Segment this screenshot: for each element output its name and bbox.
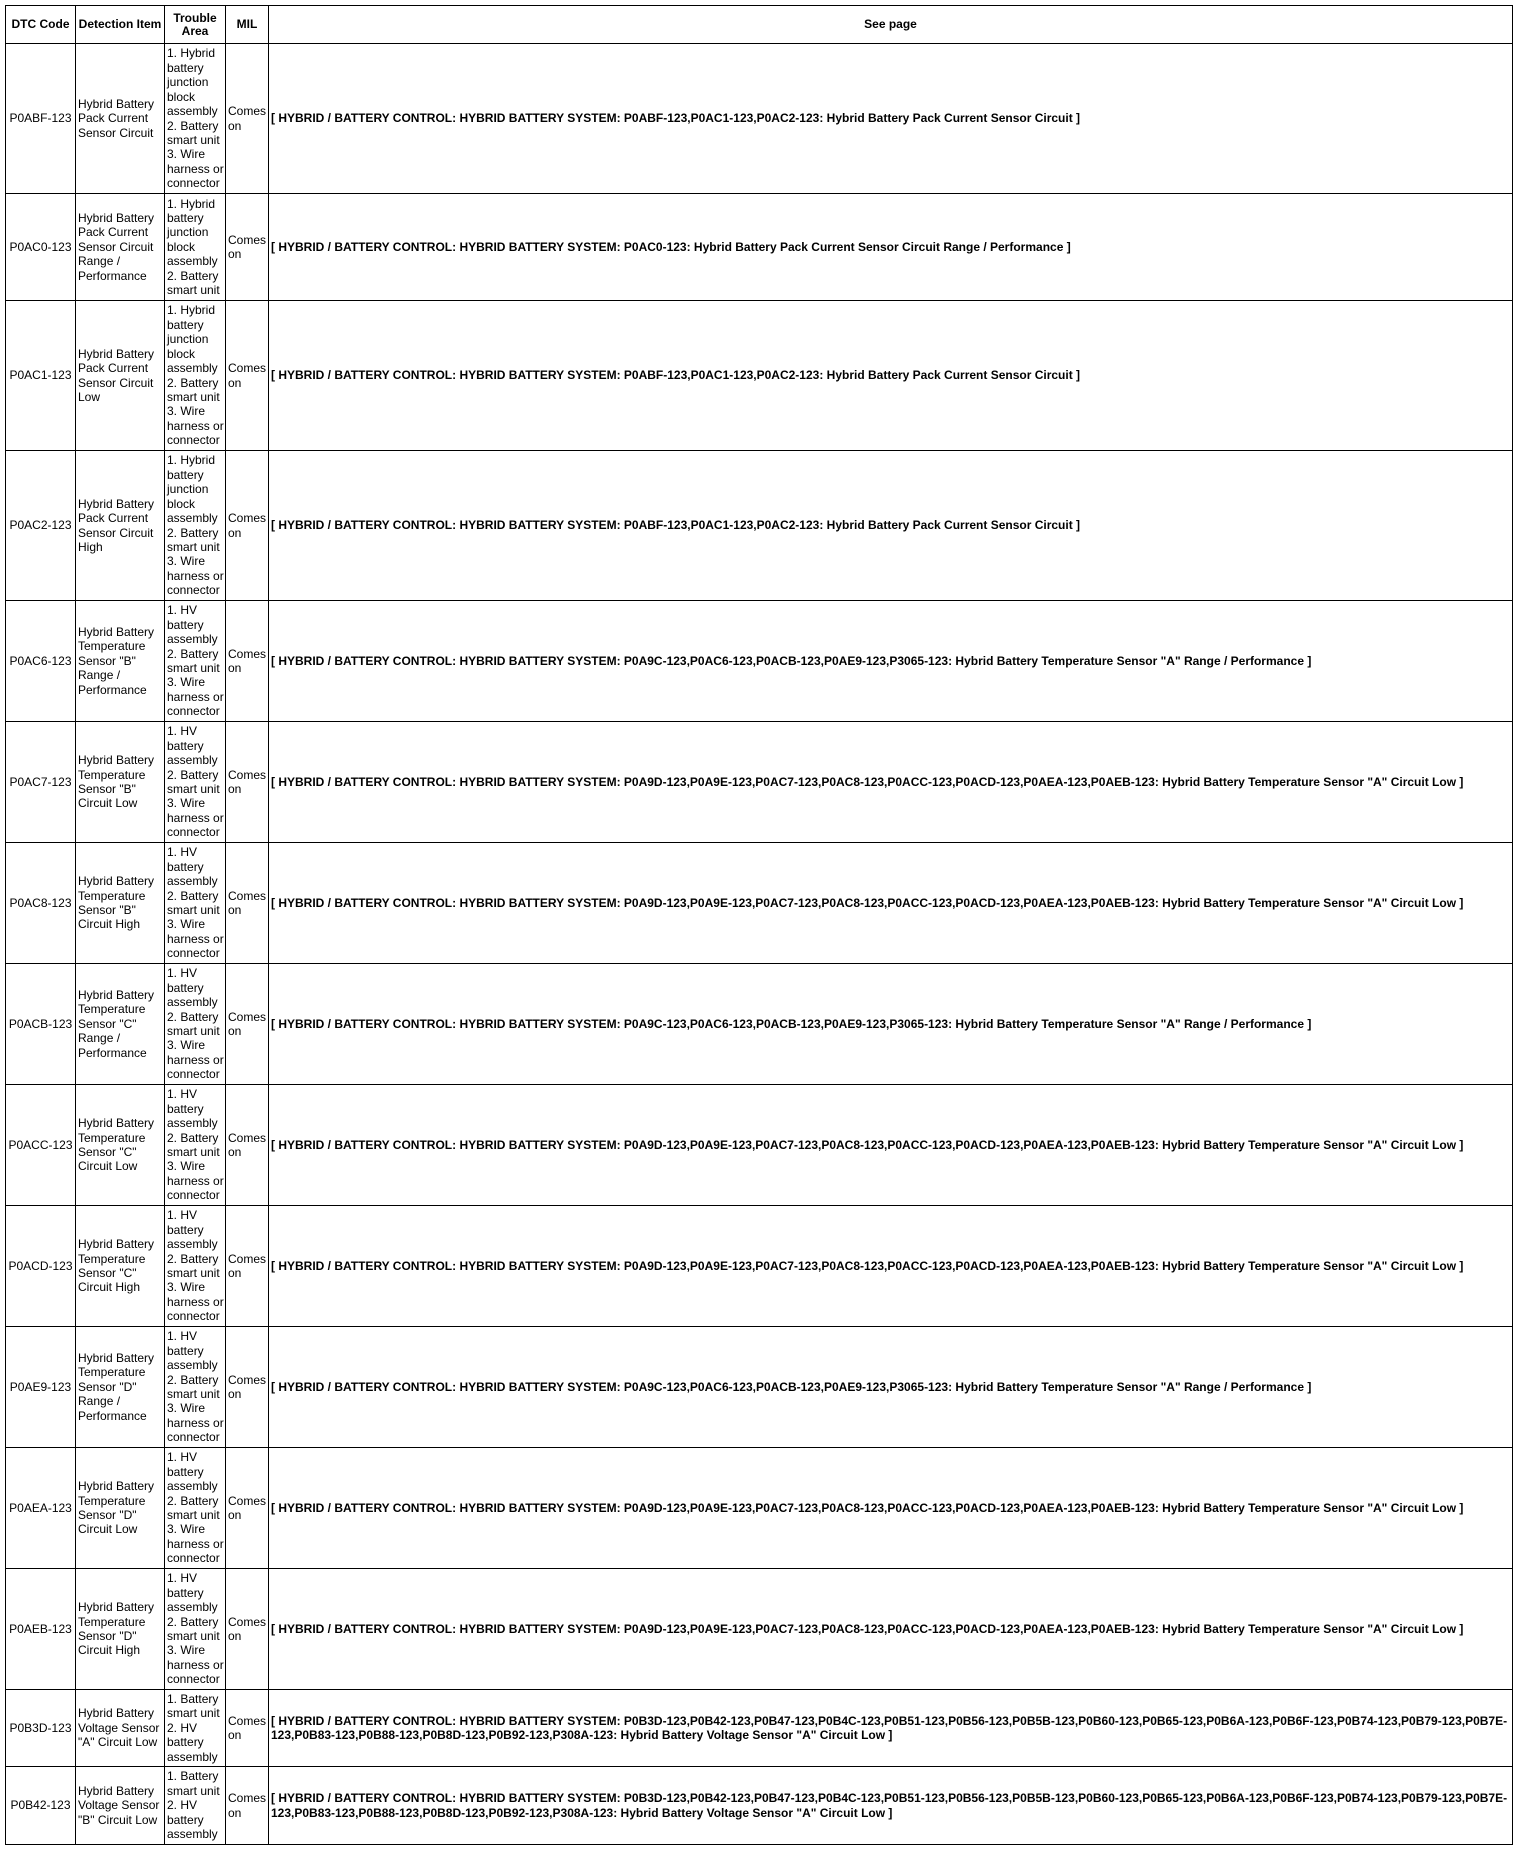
dtc-code-cell: P0AEB-123 xyxy=(6,1569,76,1690)
dtc-code-cell: P0AEA-123 xyxy=(6,1448,76,1569)
trouble-area-cell: 1. HV battery assembly 2. Battery smart unit 3. Wire harness or connector xyxy=(165,1206,226,1327)
header-trouble-area: Trouble Area xyxy=(165,6,226,44)
see-page-link[interactable]: [ HYBRID / BATTERY CONTROL: HYBRID BATTERY SYSTEM: P0A9C-123,P0AC6-123,P0ACB-123,P0AE9-123,P3065-123: Hybrid Battery Temperature Sensor "A" Range / Performance ] xyxy=(269,601,1513,722)
mil-cell: Comes on xyxy=(226,301,269,451)
trouble-area-cell: 1. HV battery assembly 2. Battery smart unit 3. Wire harness or connector xyxy=(165,843,226,964)
mil-cell: Comes on xyxy=(226,722,269,843)
detection-item-cell: Hybrid Battery Voltage Sensor "A" Circuit Low xyxy=(76,1690,165,1767)
see-page-link[interactable]: [ HYBRID / BATTERY CONTROL: HYBRID BATTERY SYSTEM: P0B3D-123,P0B42-123,P0B47-123,P0B4C-123,P0B51-123,P0B56-123,P0B5B-123,P0B60-123,P0B65-123,P0B6A-123,P0B6F-123,P0B74-123,P0B79-123,P0B7E-123,P0B83-123,P0B88-123,P0B8D-123,P0B92-123,P308A-123: Hybrid Battery Voltage Sensor "A" Circuit Low ] xyxy=(269,1690,1513,1767)
dtc-code-cell: P0AC7-123 xyxy=(6,722,76,843)
table-row xyxy=(6,1569,1513,1690)
header-see-page: See page xyxy=(269,6,1513,44)
mil-cell: Comes on xyxy=(226,843,269,964)
dtc-code-cell: P0B3D-123 xyxy=(6,1690,76,1767)
table-row xyxy=(6,1327,1513,1448)
trouble-area-cell: 1. HV battery assembly 2. Battery smart unit 3. Wire harness or connector xyxy=(165,722,226,843)
see-page-link[interactable]: [ HYBRID / BATTERY CONTROL: HYBRID BATTERY SYSTEM: P0B3D-123,P0B42-123,P0B47-123,P0B4C-123,P0B51-123,P0B56-123,P0B5B-123,P0B60-123,P0B65-123,P0B6A-123,P0B6F-123,P0B74-123,P0B79-123,P0B7E-123,P0B83-123,P0B88-123,P0B8D-123,P0B92-123,P308A-123: Hybrid Battery Voltage Sensor "A" Circuit Low ] xyxy=(269,1767,1513,1845)
detection-item-cell: Hybrid Battery Temperature Sensor "D" Circuit High xyxy=(76,1569,165,1690)
dtc-code-cell: P0ACD-123 xyxy=(6,1206,76,1327)
trouble-area-cell: 1. Hybrid battery junction block assembly 2. Battery smart unit xyxy=(165,194,226,301)
dtc-code-cell: P0AC8-123 xyxy=(6,843,76,964)
table-row xyxy=(6,1767,1513,1845)
mil-cell: Comes on xyxy=(226,1569,269,1690)
detection-item-cell: Hybrid Battery Temperature Sensor "C" Circuit High xyxy=(76,1206,165,1327)
table-row xyxy=(6,44,1513,194)
table-row xyxy=(6,843,1513,964)
trouble-area-cell: 1. Battery smart unit 2. HV battery assembly xyxy=(165,1690,226,1767)
detection-item-cell: Hybrid Battery Temperature Sensor "B" Range / Performance xyxy=(76,601,165,722)
trouble-area-cell: 1. Hybrid battery junction block assembly 2. Battery smart unit 3. Wire harness or connector xyxy=(165,451,226,601)
trouble-area-cell: 1. HV battery assembly 2. Battery smart unit 3. Wire harness or connector xyxy=(165,1327,226,1448)
detection-item-cell: Hybrid Battery Pack Current Sensor Circuit High xyxy=(76,451,165,601)
mil-cell: Comes on xyxy=(226,44,269,194)
mil-cell: Comes on xyxy=(226,451,269,601)
mil-cell: Comes on xyxy=(226,1327,269,1448)
see-page-link[interactable]: [ HYBRID / BATTERY CONTROL: HYBRID BATTERY SYSTEM: P0AC0-123: Hybrid Battery Pack Current Sensor Circuit Range / Performance ] xyxy=(269,194,1513,301)
dtc-code-cell: P0B42-123 xyxy=(6,1767,76,1845)
table-row xyxy=(6,1690,1513,1767)
detection-item-cell: Hybrid Battery Pack Current Sensor Circuit Low xyxy=(76,301,165,451)
trouble-area-cell: 1. HV battery assembly 2. Battery smart unit 3. Wire harness or connector xyxy=(165,1085,226,1206)
trouble-area-cell: 1. HV battery assembly 2. Battery smart unit 3. Wire harness or connector xyxy=(165,964,226,1085)
table-row xyxy=(6,1085,1513,1206)
trouble-area-cell: 1. HV battery assembly 2. Battery smart unit 3. Wire harness or connector xyxy=(165,601,226,722)
detection-item-cell: Hybrid Battery Pack Current Sensor Circuit xyxy=(76,44,165,194)
mil-cell: Comes on xyxy=(226,1206,269,1327)
see-page-link[interactable]: [ HYBRID / BATTERY CONTROL: HYBRID BATTERY SYSTEM: P0A9D-123,P0A9E-123,P0AC7-123,P0AC8-123,P0ACC-123,P0ACD-123,P0AEA-123,P0AEB-123: Hybrid Battery Temperature Sensor "A" Circuit Low ] xyxy=(269,843,1513,964)
see-page-link[interactable]: [ HYBRID / BATTERY CONTROL: HYBRID BATTERY SYSTEM: P0ABF-123,P0AC1-123,P0AC2-123: Hybrid Battery Pack Current Sensor Circuit ] xyxy=(269,451,1513,601)
detection-item-cell: Hybrid Battery Voltage Sensor "B" Circuit Low xyxy=(76,1767,165,1845)
dtc-code-cell: P0AC1-123 xyxy=(6,301,76,451)
header-dtc-code: DTC Code xyxy=(6,6,76,44)
dtc-table-container xyxy=(5,5,1513,1845)
dtc-code-cell: P0AC0-123 xyxy=(6,194,76,301)
see-page-link[interactable]: [ HYBRID / BATTERY CONTROL: HYBRID BATTERY SYSTEM: P0A9C-123,P0AC6-123,P0ACB-123,P0AE9-123,P3065-123: Hybrid Battery Temperature Sensor "A" Range / Performance ] xyxy=(269,964,1513,1085)
mil-cell: Comes on xyxy=(226,601,269,722)
see-page-link[interactable]: [ HYBRID / BATTERY CONTROL: HYBRID BATTERY SYSTEM: P0A9D-123,P0A9E-123,P0AC7-123,P0AC8-123,P0ACC-123,P0ACD-123,P0AEA-123,P0AEB-123: Hybrid Battery Temperature Sensor "A" Circuit Low ] xyxy=(269,722,1513,843)
detection-item-cell: Hybrid Battery Temperature Sensor "D" Range / Performance xyxy=(76,1327,165,1448)
table-row xyxy=(6,451,1513,601)
table-body xyxy=(6,44,1513,1845)
see-page-link[interactable]: [ HYBRID / BATTERY CONTROL: HYBRID BATTERY SYSTEM: P0A9D-123,P0A9E-123,P0AC7-123,P0AC8-123,P0ACC-123,P0ACD-123,P0AEA-123,P0AEB-123: Hybrid Battery Temperature Sensor "A" Circuit Low ] xyxy=(269,1206,1513,1327)
table-row xyxy=(6,601,1513,722)
detection-item-cell: Hybrid Battery Temperature Sensor "B" Circuit High xyxy=(76,843,165,964)
detection-item-cell: Hybrid Battery Pack Current Sensor Circuit Range / Performance xyxy=(76,194,165,301)
table-row xyxy=(6,1448,1513,1569)
see-page-link[interactable]: [ HYBRID / BATTERY CONTROL: HYBRID BATTERY SYSTEM: P0ABF-123,P0AC1-123,P0AC2-123: Hybrid Battery Pack Current Sensor Circuit ] xyxy=(269,44,1513,194)
detection-item-cell: Hybrid Battery Temperature Sensor "B" Circuit Low xyxy=(76,722,165,843)
see-page-link[interactable]: [ HYBRID / BATTERY CONTROL: HYBRID BATTERY SYSTEM: P0A9D-123,P0A9E-123,P0AC7-123,P0AC8-123,P0ACC-123,P0ACD-123,P0AEA-123,P0AEB-123: Hybrid Battery Temperature Sensor "A" Circuit Low ] xyxy=(269,1085,1513,1206)
dtc-code-cell: P0AC2-123 xyxy=(6,451,76,601)
detection-item-cell: Hybrid Battery Temperature Sensor "D" Circuit Low xyxy=(76,1448,165,1569)
see-page-link[interactable]: [ HYBRID / BATTERY CONTROL: HYBRID BATTERY SYSTEM: P0A9D-123,P0A9E-123,P0AC7-123,P0AC8-123,P0ACC-123,P0ACD-123,P0AEA-123,P0AEB-123: Hybrid Battery Temperature Sensor "A" Circuit Low ] xyxy=(269,1448,1513,1569)
table-row xyxy=(6,722,1513,843)
see-page-link[interactable]: [ HYBRID / BATTERY CONTROL: HYBRID BATTERY SYSTEM: P0A9C-123,P0AC6-123,P0ACB-123,P0AE9-123,P3065-123: Hybrid Battery Temperature Sensor "A" Range / Performance ] xyxy=(269,1327,1513,1448)
mil-cell: Comes on xyxy=(226,1085,269,1206)
trouble-area-cell: 1. HV battery assembly 2. Battery smart unit 3. Wire harness or connector xyxy=(165,1448,226,1569)
header-detection-item: Detection Item xyxy=(76,6,165,44)
dtc-code-cell: P0ACC-123 xyxy=(6,1085,76,1206)
trouble-area-cell: 1. Hybrid battery junction block assembly 2. Battery smart unit 3. Wire harness or connector xyxy=(165,301,226,451)
dtc-code-cell: P0ACB-123 xyxy=(6,964,76,1085)
see-page-link[interactable]: [ HYBRID / BATTERY CONTROL: HYBRID BATTERY SYSTEM: P0A9D-123,P0A9E-123,P0AC7-123,P0AC8-123,P0ACC-123,P0ACD-123,P0AEA-123,P0AEB-123: Hybrid Battery Temperature Sensor "A" Circuit Low ] xyxy=(269,1569,1513,1690)
detection-item-cell: Hybrid Battery Temperature Sensor "C" Range / Performance xyxy=(76,964,165,1085)
mil-cell: Comes on xyxy=(226,1448,269,1569)
trouble-area-cell: 1. Hybrid battery junction block assembly 2. Battery smart unit 3. Wire harness or connector xyxy=(165,44,226,194)
header-row xyxy=(6,6,1513,44)
dtc-table xyxy=(5,5,1513,1845)
table-row xyxy=(6,1206,1513,1327)
dtc-code-cell: P0AC6-123 xyxy=(6,601,76,722)
see-page-link[interactable]: [ HYBRID / BATTERY CONTROL: HYBRID BATTERY SYSTEM: P0ABF-123,P0AC1-123,P0AC2-123: Hybrid Battery Pack Current Sensor Circuit ] xyxy=(269,301,1513,451)
trouble-area-cell: 1. Battery smart unit 2. HV battery assembly xyxy=(165,1767,226,1845)
header-mil: MIL xyxy=(226,6,269,44)
dtc-code-cell: P0ABF-123 xyxy=(6,44,76,194)
mil-cell: Comes on xyxy=(226,1767,269,1845)
mil-cell: Comes on xyxy=(226,1690,269,1767)
table-row xyxy=(6,301,1513,451)
mil-cell: Comes on xyxy=(226,964,269,1085)
table-row xyxy=(6,194,1513,301)
dtc-code-cell: P0AE9-123 xyxy=(6,1327,76,1448)
detection-item-cell: Hybrid Battery Temperature Sensor "C" Circuit Low xyxy=(76,1085,165,1206)
table-row xyxy=(6,964,1513,1085)
mil-cell: Comes on xyxy=(226,194,269,301)
trouble-area-cell: 1. HV battery assembly 2. Battery smart unit 3. Wire harness or connector xyxy=(165,1569,226,1690)
